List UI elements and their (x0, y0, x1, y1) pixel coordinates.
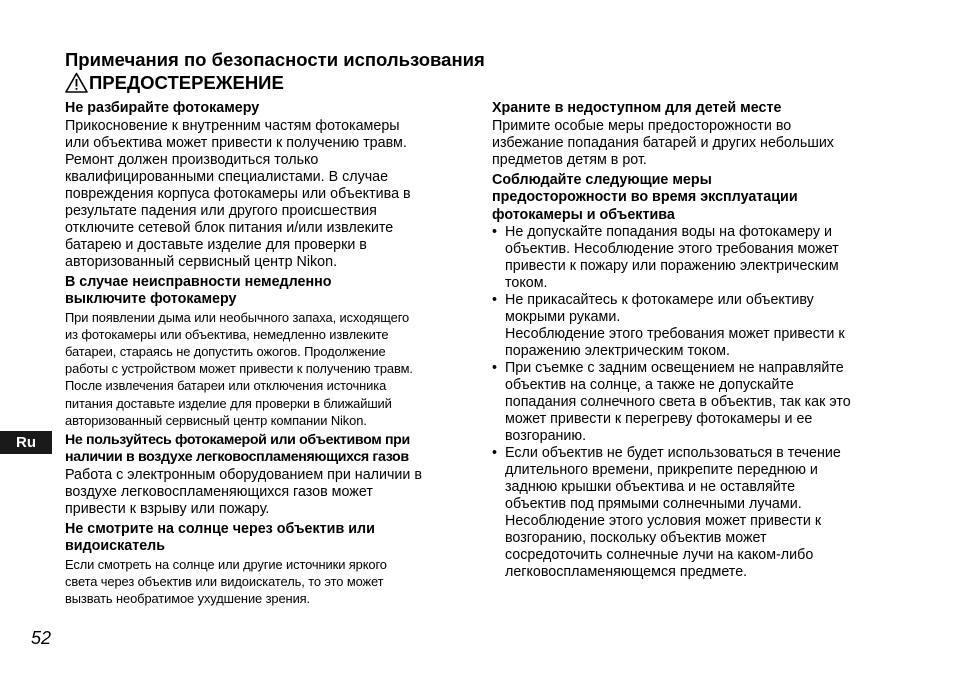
body-line: привести к пожару или поражению электрическим (505, 258, 839, 274)
warning-heading (65, 71, 765, 94)
bullet-mark: • (492, 445, 498, 461)
body-line: Если смотреть на солнце или другие источники яркого (65, 556, 387, 572)
section-title: Не разбирайте фотокамеру (65, 100, 260, 116)
page-heading (65, 48, 765, 94)
section-title: Храните в недоступном для детей месте (492, 100, 782, 116)
title-line: предосторожности во время эксплуатации (492, 189, 798, 205)
section-title (492, 172, 892, 225)
body-line: объектив под прямыми солнечными лучами. (505, 496, 802, 512)
body-line: объектив на солнце, а также не допускайте (505, 377, 794, 393)
section-title (65, 521, 465, 556)
body-line: При появлении дыма или необычного запаха, исходящего (65, 309, 410, 325)
body-line: вызвать необратимое ухудшение зрения. (65, 591, 311, 607)
body-line: легковоспламеняющемся предмете. (505, 564, 748, 580)
title-line: видоискатель (65, 538, 166, 555)
body-line: воздухе легковоспламеняющихся газов может (65, 483, 373, 500)
body-line: Работа с электронным оборудованием при наличии в (65, 466, 422, 483)
body-line: Несоблюдение этого требования может привести к (505, 326, 845, 342)
title-line: Не пользуйтесь фотокамерой или объективом при (65, 431, 410, 448)
bullet-item (492, 360, 892, 445)
section-title (65, 274, 465, 309)
body-line: током. (505, 275, 548, 291)
body-line: мокрыми руками. (505, 309, 621, 325)
body-line: квалифицированными специалистами. В случае (65, 168, 389, 185)
warning-triangle-icon (65, 72, 88, 93)
body-line: отключите сетевой блок питания и/или извлеките (65, 219, 394, 236)
body-line: попадания солнечного света в объектив, так как это (505, 394, 851, 410)
bullet-item (492, 445, 892, 581)
body-line: привести к взрыву или пожару. (65, 500, 270, 517)
title-line: выключите фотокамеру (65, 291, 237, 307)
body-line: батарею и доставьте изделие для проверки в (65, 236, 367, 253)
left-column (65, 100, 465, 608)
body-line: Ремонт должен производиться только (65, 151, 319, 168)
body-line: из фотокамеры или объектива, немедленно извлеките (65, 326, 389, 342)
section-body (65, 556, 465, 608)
body-line: объектив. Несоблюдение этого требования может (505, 241, 839, 257)
body-line: питания доставьте изделие для проверки в ближайший (65, 395, 392, 411)
warning-label: ПРЕДОСТЕРЕЖЕНИЕ (89, 72, 284, 93)
body-line: Примите особые меры предосторожности во (492, 117, 792, 134)
title-line: В случае неисправности немедленно (65, 273, 332, 290)
right-column (492, 100, 892, 581)
body-line: или объектива может привести к получению травм. (65, 134, 407, 151)
body-line: заднюю крышки объектива и не оставляйте (505, 479, 796, 495)
bullet-item (492, 292, 892, 360)
body-line: поражению электрическим током. (505, 343, 730, 359)
page-title: Примечания по безопасности использования (65, 49, 485, 70)
body-line: авторизованный сервисный центр компании Nikon. (65, 412, 367, 428)
section-body (65, 467, 465, 518)
section-body (492, 118, 892, 169)
body-line: повреждения корпуса фотокамеры или объектива в (65, 185, 411, 202)
body-line: результате падения или другого происшествия (65, 202, 377, 219)
section-sun-viewfinder (65, 521, 465, 608)
body-line: возгоранию, поскольку объектив может (505, 530, 767, 546)
bullet-mark: • (492, 224, 498, 240)
section-malfunction (65, 274, 465, 429)
section-title (65, 432, 465, 467)
body-line: батареи, стараясь не допустить ожогов. Продолжение (65, 343, 386, 359)
body-line: Несоблюдение этого условия может привести к (505, 513, 822, 529)
bullet-mark: • (492, 360, 498, 376)
language-tab: Ru (0, 431, 52, 454)
title-line: Соблюдайте следующие меры (492, 171, 712, 188)
section-children (492, 100, 892, 169)
body-line: может привести к перегреву фотокамеры и ее (505, 411, 813, 427)
body-line: работы с устройством может привести к получению травм. (65, 361, 413, 377)
title-line: Не смотрите на солнце через объектив или (65, 520, 375, 537)
body-line: возгоранию. (505, 428, 587, 444)
bullet-mark: • (492, 292, 498, 308)
body-line: Не прикасайтесь к фотокамере или объективу (505, 292, 814, 308)
body-line: избежание попадания батарей и других небольших (492, 134, 834, 151)
body-line: авторизованный сервисный центр Nikon. (65, 253, 338, 270)
body-line: предметов детям в рот. (492, 151, 647, 168)
section-precautions (492, 172, 892, 582)
body-line: длительного времени, прикрепите переднюю и (505, 462, 818, 478)
title-line: наличии в воздухе легковоспламеняющихся газов (65, 449, 409, 466)
section-body (65, 118, 465, 271)
section-body (65, 309, 465, 429)
body-line: Не допускайте попадания воды на фотокамеру и (505, 224, 832, 240)
section-disassembly (65, 100, 465, 271)
section-body (492, 224, 892, 581)
body-line: При съемке с задним освещением не направляйте (505, 360, 844, 376)
bullet-item (492, 224, 892, 292)
body-line: Если объектив не будет использоваться в течение (505, 445, 841, 461)
body-line: света через объектив или видоискатель, то это может (65, 574, 384, 590)
body-line: После извлечения батареи или отключения источника (65, 378, 387, 394)
body-line: сосредоточить солнечные лучи на каком-либо (505, 547, 814, 563)
section-flammable-gas (65, 432, 465, 518)
page-number: 52 (31, 628, 52, 648)
title-line: фотокамеры и объектива (492, 206, 675, 223)
body-line: Прикосновение к внутренним частям фотокамеры (65, 117, 400, 134)
